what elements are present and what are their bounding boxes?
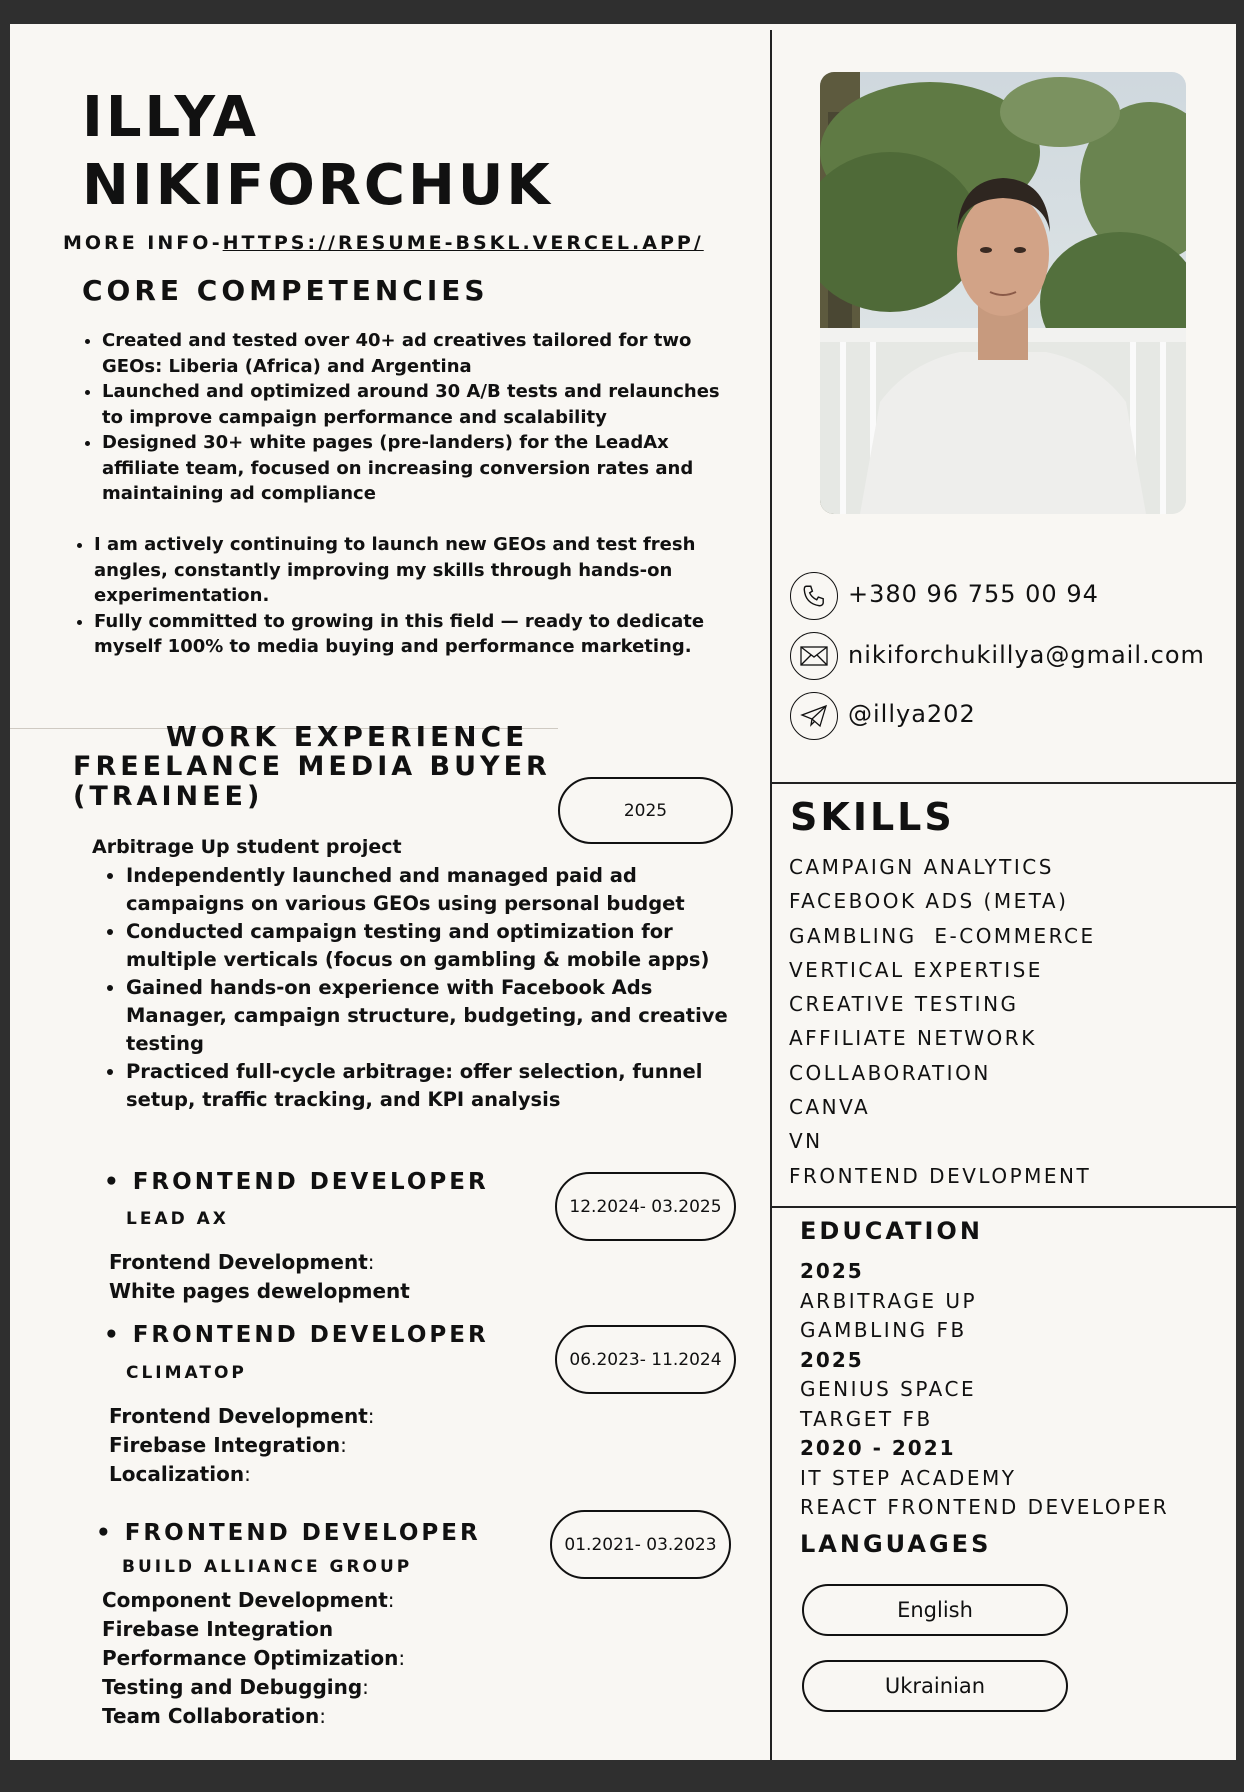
job3-line: Frontend Development [109, 1404, 368, 1428]
education-year: 2025 [800, 1347, 864, 1372]
education-course: GAMBLING FB [800, 1318, 967, 1342]
job2-line: White pages dewelopment [109, 1279, 410, 1303]
job4-line: Performance Optimization [102, 1646, 399, 1670]
skill-item: COLLABORATION [789, 1060, 991, 1085]
core-competencies-list [80, 328, 720, 507]
list-item: • Conducted campaign testing and optimization for multiple verticals (focus on gambling & mobile apps) [126, 918, 740, 974]
education-school: IT STEP ACADEMY [800, 1465, 1017, 1490]
list-item: • Independently launched and managed paid ad campaigns on various GEOs using personal budget [126, 862, 740, 918]
skill-item: VERTICAL EXPERTISE [789, 957, 1043, 982]
skill-item: CANVA [789, 1095, 871, 1120]
skills-list [789, 850, 1096, 1193]
skill-item: VN [789, 1129, 823, 1154]
more-info-label: MORE INFO- [63, 232, 223, 254]
list-item: • Launched and optimized around 30 A/B tests and relaunches to improve campaign performance and scalability [102, 379, 720, 430]
skill-item: FRONTEND DEVLOPMENT [789, 1163, 1092, 1188]
job2-company: LEAD AX [126, 1209, 229, 1229]
job4-line: Testing and Debugging [102, 1675, 363, 1699]
job4-title-text: FRONTEND DEVELOPER [124, 1520, 481, 1546]
telegram-handle[interactable]: @illya202 [848, 700, 976, 728]
education-heading: EDUCATION [800, 1217, 983, 1245]
telegram-icon [790, 692, 838, 740]
list-item: • Fully committed to growing in this field — ready to dedicate myself 100% to media buying and performance marketing. [94, 609, 722, 660]
education-school: ARBITRAGE UP [800, 1288, 978, 1313]
list-item: • Designed 30+ white pages (pre-landers) for the LeadAx affiliate team, focused on increasing conversion rates and maintaining ad compliance [102, 430, 720, 507]
date-pill-job2: 12.2024- 03.2025 [555, 1172, 736, 1241]
skill-item: AFFILIATE NETWORK [789, 1026, 1037, 1051]
job-subtitle: Arbitrage Up student project [92, 836, 402, 858]
language-pill-ukrainian: Ukrainian [802, 1660, 1068, 1712]
more-info [63, 232, 704, 254]
job3-line: Localization [109, 1462, 245, 1486]
phone-number[interactable]: +380 96 755 00 94 [848, 580, 1099, 608]
mail-icon [790, 632, 838, 680]
job4-line: Firebase Integration [102, 1617, 334, 1641]
job1-responsibilities [100, 862, 740, 1114]
skill-item: FACEBOOK ADS (META) [789, 889, 1069, 914]
last-name: NIKIFORCHUK [82, 153, 553, 218]
date-pill-job4: 01.2021- 03.2023 [550, 1510, 731, 1579]
language-pill-english: English [802, 1584, 1068, 1636]
date-pill-job3: 06.2023- 11.2024 [555, 1325, 736, 1394]
work-experience-heading: WORK EXPERIENCE [166, 720, 529, 753]
phone-icon [790, 572, 838, 620]
date-pill-job1: 2025 [558, 777, 733, 844]
education-course: REACT FRONTEND DEVELOPER [800, 1495, 1170, 1519]
languages-heading: LANGUAGES [800, 1530, 992, 1558]
skill-item: CAMPAIGN ANALYTICS [789, 855, 1054, 879]
job4-company: BUILD ALLIANCE GROUP [122, 1557, 413, 1577]
job2-line: Frontend Development [109, 1250, 368, 1274]
list-item: • I am actively continuing to launch new GEOs and test fresh angles, constantly improving my skills through hands-on experimentation. [94, 532, 722, 609]
job4-line: Component Development [102, 1588, 388, 1612]
profile-photo [820, 72, 1186, 514]
name-heading [82, 84, 553, 220]
first-name: ILLYA [82, 85, 260, 150]
job3-title-text: FRONTEND DEVELOPER [132, 1322, 489, 1348]
job4-lines: Component Development: Firebase Integration Performance Optimization: Testing and Debugging: Team Collaboration: [102, 1588, 406, 1728]
section-divider [771, 1206, 1236, 1208]
education-school: GENIUS SPACE [800, 1377, 977, 1401]
education-course: TARGET FB [800, 1406, 933, 1431]
list-item: • Gained hands-on experience with Facebook Ads Manager, campaign structure, budgeting, and creative testing [126, 974, 740, 1058]
job2-lines: Frontend Development: White pages dewelopment [109, 1250, 410, 1303]
skill-item: GAMBLING E-COMMERCE [789, 923, 1096, 948]
list-item: • Practiced full-cycle arbitrage: offer selection, funnel setup, traffic tracking, and KPI analysis [126, 1058, 740, 1114]
job4-line: Team Collaboration [102, 1704, 320, 1728]
job3-lines: Frontend Development: Firebase Integration: Localization: [109, 1404, 375, 1486]
job4-title: • FRONTEND DEVELOPER [96, 1520, 481, 1546]
column-divider [770, 30, 772, 1760]
skill-item: CREATIVE TESTING [789, 992, 1019, 1017]
core-competencies-list-2 [72, 532, 722, 660]
section-divider [771, 782, 1236, 784]
education-list [800, 1257, 1169, 1523]
job3-line: Firebase Integration [109, 1433, 341, 1457]
education-year: 2025 [800, 1259, 864, 1283]
job3-company: CLIMATOP [126, 1363, 247, 1383]
job-title-media-buyer: FREELANCE MEDIA BUYER (TRAINEE) [73, 751, 551, 812]
job2-title-text: FRONTEND DEVELOPER [132, 1169, 489, 1195]
education-year: 2020 - 2021 [800, 1436, 956, 1460]
email-address[interactable]: nikiforchukillya@gmail.com [848, 641, 1205, 669]
skills-heading: SKILLS [790, 795, 955, 839]
job2-title: • FRONTEND DEVELOPER [104, 1169, 489, 1195]
core-competencies-heading: CORE COMPETENCIES [82, 274, 489, 307]
job3-title: • FRONTEND DEVELOPER [104, 1322, 489, 1348]
resume-link[interactable]: HTTPS://RESUME-BSKL.VERCEL.APP/ [222, 232, 704, 254]
list-item: • Created and tested over 40+ ad creatives tailored for two GEOs: Liberia (Africa) and Argentina [102, 328, 720, 379]
